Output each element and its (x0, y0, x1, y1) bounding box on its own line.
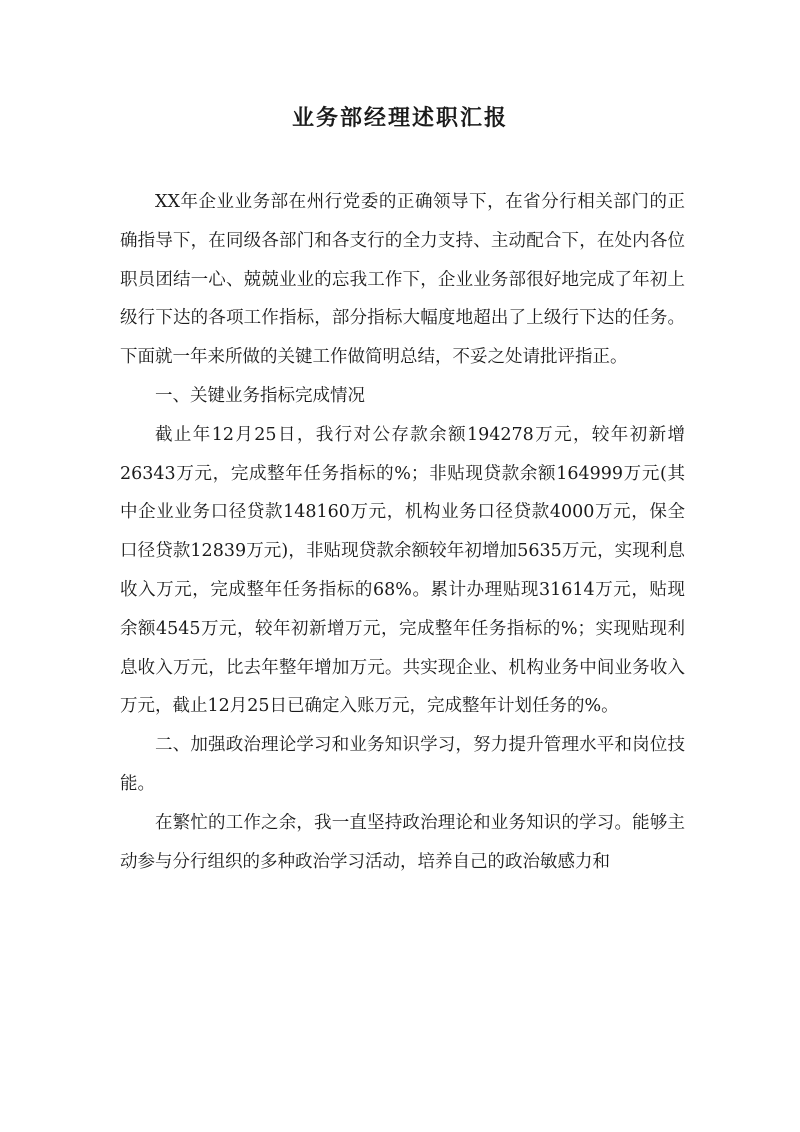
section-heading-1: 一、关键业务指标完成情况 (155, 385, 365, 406)
section-heading-2: 二、加强政治理论学习和业务知识学习，努力提升管理水平和岗位技能。 (120, 735, 685, 794)
paragraph-indicators: 截止年12月25日，我行对公存款余额194278万元，较年初新增26343万元，完成整年任务指标的%；非贴现贷款余额164999万元(其中企业业务口径贷款148160万元，机构业务口径贷款4000万元，保全口径贷款12839万元)，非贴现贷款余额较年初增加5635万元，实现利息收入万元，完成整年任务指标的68%。累计办理贴现31614万元，贴现余额4545万元，较年初新增万元，完成整年任务指标的%；实现贴现利息收入万元，比去年整年增加万元。共实现企业、机构业务中间业务收入万元，截止12月25日已确定入账万元，完成整年计划任务的%。 (120, 424, 685, 717)
document-title: 业务部经理述职汇报 (291, 105, 508, 131)
paragraph-study: 在繁忙的工作之余，我一直坚持政治理论和业务知识的学习。能够主动参与分行组织的多种政治学习活动，培养自己的政治敏感力和 (120, 812, 685, 872)
paragraph-intro: XX年企业业务部在州行党委的正确领导下，在省分行相关部门的正确指导下，在同级各部门和各支行的全力支持、主动配合下，在处内各位职员团结一心、兢兢业业的忘我工作下，企业业务部很好地完成了年初上级行下达的各项工作指标，部分指标大幅度地超出了上级行下达的任务。下面就一年来所做的关键工作做简明总结，不妥之处请批评指正。 (120, 192, 685, 368)
document-body (120, 183, 685, 881)
